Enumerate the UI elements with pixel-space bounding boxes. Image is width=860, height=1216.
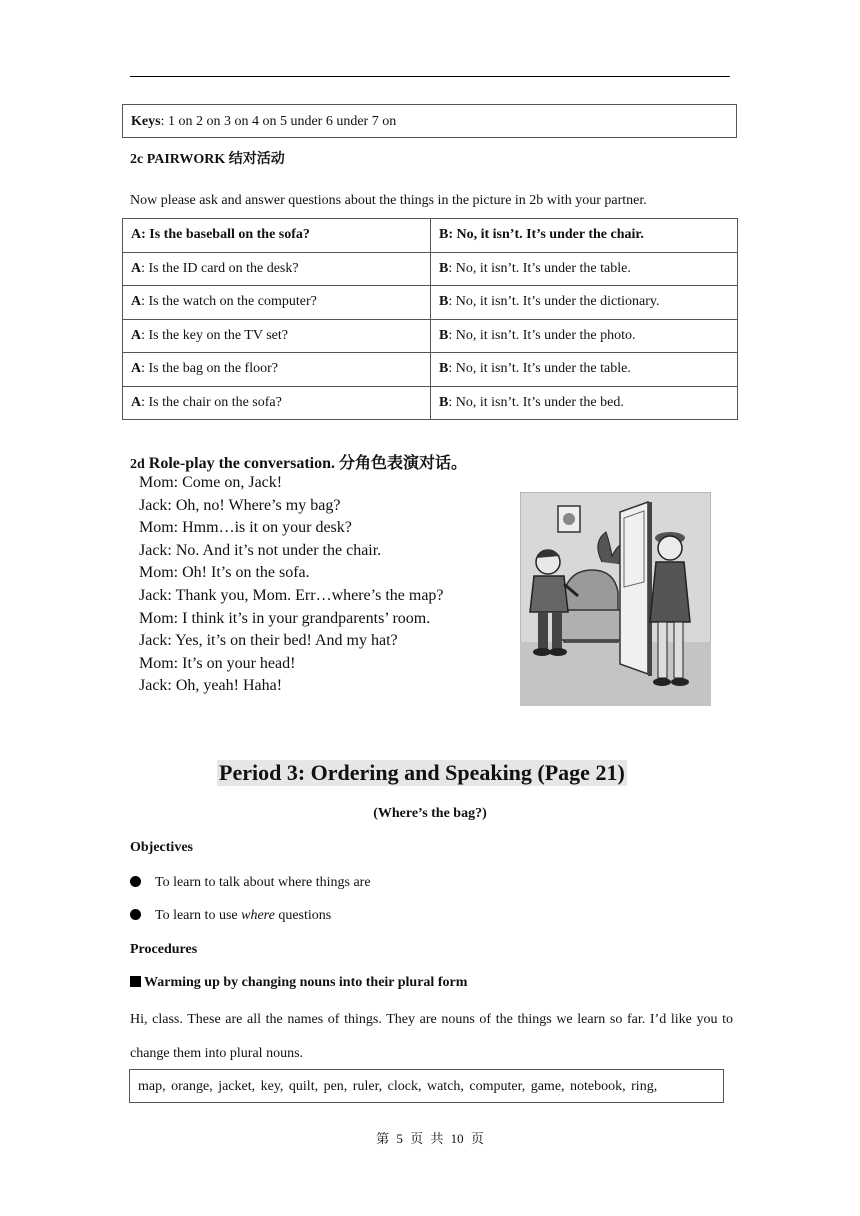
keys-label: Keys xyxy=(131,114,161,129)
answer-cell: B: No, it isn’t. It’s under the chair. xyxy=(431,219,738,253)
table-row xyxy=(123,286,738,320)
speaker-b: B xyxy=(439,327,449,343)
conversation-illustration xyxy=(520,492,711,706)
page-footer: 第 5 页 共 10 页 xyxy=(376,1131,484,1146)
question-cell xyxy=(123,252,431,286)
dialog-line: Jack: No. And it’s not under the chair. xyxy=(139,541,382,559)
question-cell: A: Is the baseball on the sofa? xyxy=(123,219,431,253)
speaker-a: A xyxy=(131,394,142,410)
objective-item xyxy=(130,875,371,891)
answer-text: : No, it isn’t. It’s under the photo. xyxy=(448,327,636,343)
speaker-a: A xyxy=(131,327,142,343)
question-cell xyxy=(123,286,431,320)
square-bullet-icon xyxy=(130,976,141,987)
speaker-b: B xyxy=(439,294,449,310)
dialog-line: Jack: Yes, it’s on their bed! And my hat? xyxy=(139,632,398,650)
question-cell xyxy=(123,353,431,387)
warmup-heading xyxy=(130,975,467,991)
answer-text: : No, it isn’t. It’s under the table. xyxy=(448,361,631,377)
objective-text-pre: To learn to use xyxy=(155,908,242,923)
dialog-line: Mom: Hmm…is it on your desk? xyxy=(139,519,352,537)
bullet-dot-icon xyxy=(130,876,141,887)
warmup-text: Warming up by changing nouns into their plural form xyxy=(144,975,468,990)
question-text: : Is the key on the TV set? xyxy=(141,327,288,343)
table-row xyxy=(123,319,738,353)
objective-item xyxy=(130,908,331,924)
pairwork-table xyxy=(122,218,738,420)
section-2c-heading: 2c PAIRWORK 结对活动 xyxy=(130,152,285,167)
objective-text: To learn to talk about where things are xyxy=(155,875,371,890)
nouns-box: map, orange, jacket, key, quilt, pen, ruler, clock, watch, computer, game, notebook, ring, xyxy=(129,1069,724,1103)
table-row xyxy=(123,219,738,253)
dialog-line: Mom: Oh! It’s on the sofa. xyxy=(139,564,310,582)
question-cell xyxy=(123,319,431,353)
objective-text-emphasis: where xyxy=(241,908,275,923)
keys-box xyxy=(122,104,737,138)
answer-text: : No, it isn’t. It’s under the dictionary. xyxy=(448,294,660,310)
bullet-dot-icon xyxy=(130,909,141,920)
question-text: : Is the chair on the sofa? xyxy=(141,394,282,410)
answer-text: : No, it isn’t. It’s under the bed. xyxy=(448,394,624,410)
period-title: Period 3: Ordering and Speaking (Page 21) xyxy=(219,760,625,785)
answer-cell xyxy=(431,386,738,420)
dialog-line: Jack: Thank you, Mom. Err…where’s the map? xyxy=(139,586,444,604)
speaker-a: A xyxy=(131,294,142,310)
section-2d-number: 2d xyxy=(130,457,145,472)
question-text: : Is the bag on the floor? xyxy=(141,361,278,377)
procedures-heading: Procedures xyxy=(130,942,198,957)
table-row xyxy=(123,386,738,420)
question-cell xyxy=(123,386,431,420)
table-row xyxy=(123,353,738,387)
speaker-a: A xyxy=(131,260,142,276)
warmup-paragraph: Hi, class. These are all the names of things. They are nouns of the things we learn so far. I’d like you to change them into plural nouns. xyxy=(130,1012,733,1061)
section-2c-instruction: Now please ask and answer questions about the things in the picture in 2b with your partner. xyxy=(130,193,647,208)
dialog-line: Mom: Come on, Jack! xyxy=(139,474,283,491)
dialog-line: Jack: Oh, no! Where’s my bag? xyxy=(139,496,341,514)
objectives-heading: Objectives xyxy=(130,840,193,855)
question-text: : Is the ID card on the desk? xyxy=(141,260,299,276)
section-2d-heading xyxy=(130,450,467,473)
speaker-b: B xyxy=(439,361,449,377)
question-text: : Is the watch on the computer? xyxy=(141,294,317,310)
answer-cell xyxy=(431,286,738,320)
keys-text: : 1 on 2 on 3 on 4 on 5 under 6 under 7 on xyxy=(160,114,397,129)
dialog-line: Mom: I think it’s in your grandparents’ room. xyxy=(139,609,431,627)
period-subtitle: (Where’s the bag?) xyxy=(373,806,487,821)
section-2d-title: Role-play the conversation. 分角色表演对话。 xyxy=(144,455,468,472)
dialog-line: Mom: It’s on your head! xyxy=(139,654,296,672)
answer-text: : No, it isn’t. It’s under the table. xyxy=(448,260,631,276)
answer-cell xyxy=(431,252,738,286)
speaker-a: A xyxy=(131,361,142,377)
table-row xyxy=(123,252,738,286)
answer-cell xyxy=(431,319,738,353)
header-rule xyxy=(130,76,730,77)
dialog-line: Jack: Oh, yeah! Haha! xyxy=(139,677,283,695)
speaker-b: B xyxy=(439,394,449,410)
conversation xyxy=(139,472,444,698)
objective-text-post: questions xyxy=(274,908,332,923)
speaker-b: B xyxy=(439,260,449,276)
answer-cell xyxy=(431,353,738,387)
